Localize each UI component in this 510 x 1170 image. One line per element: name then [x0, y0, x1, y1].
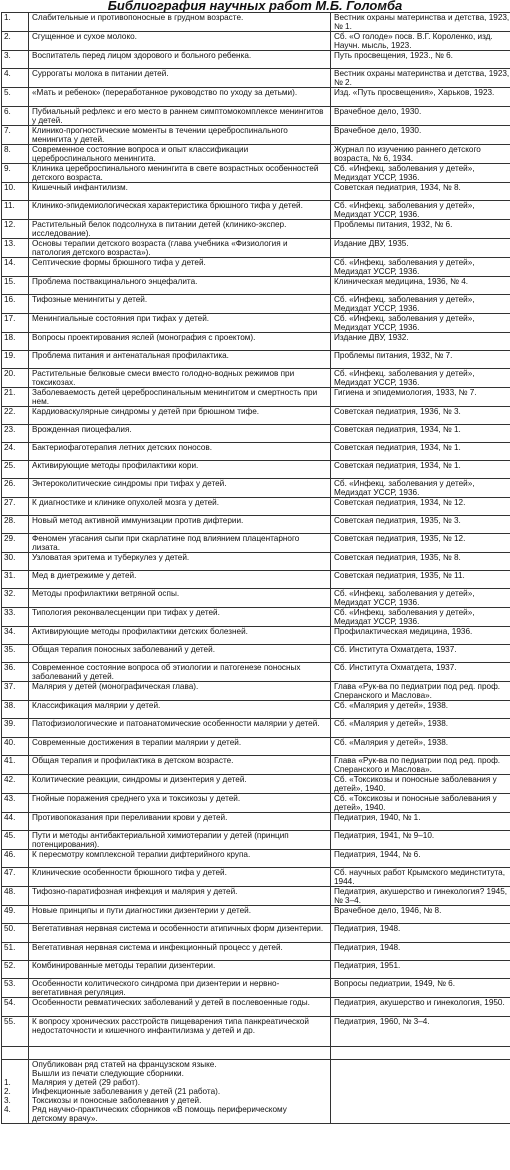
entry-title: Активирующие методы профилактики детских болезней. — [29, 627, 331, 645]
entry-source: Педиатрия, 1944, № 6. — [331, 850, 510, 868]
entry-source: Сб. «О голоде» посв. В.Г. Короленко, изд. Научн. мысль, 1923. — [331, 32, 510, 51]
bibliography-row — [2, 516, 510, 534]
bibliography-row — [2, 388, 510, 407]
entry-title: К диагностике и клинике опухолей мозга у детей. — [29, 498, 331, 516]
entry-title: Современные достижения в терапии малярии у детей. — [29, 738, 331, 756]
entry-title: Вегетативная нервная система и инфекционный процесс у детей. — [29, 943, 331, 961]
bibliography-row — [2, 608, 510, 627]
entry-title: Противопоказания при переливании крови у детей. — [29, 813, 331, 831]
entry-source: Сб. «Инфекц. заболевания у детей», Медиздат УССР, 1936. — [331, 164, 510, 183]
entry-source: Сб. научных работ Крымского мединститута, 1944. — [331, 868, 510, 887]
entry-number: 8. — [2, 145, 29, 164]
entry-title: Тифозно-паратифозная инфекция и малярия у детей. — [29, 887, 331, 906]
entry-title: Классификация малярии у детей. — [29, 701, 331, 719]
entry-number: 54. — [2, 998, 29, 1017]
entry-number: 16. — [2, 295, 29, 314]
bibliography-row — [2, 775, 510, 794]
entry-title: Узловатая эритема и туберкулез у детей. — [29, 553, 331, 571]
entry-number: 31. — [2, 571, 29, 589]
bibliography-row — [2, 443, 510, 461]
entry-title: Растительные белковые смеси вместо голодно-водных режимов при токсикозах. — [29, 369, 331, 388]
bibliography-row — [2, 719, 510, 738]
entry-number: 11. — [2, 201, 29, 220]
entry-number: 3. — [2, 51, 29, 69]
entry-source: Профилактическая медицина, 1936. — [331, 627, 510, 645]
entry-number: 34. — [2, 627, 29, 645]
entry-title: Слабительные и противопоносные в грудном возрасте. — [29, 13, 331, 32]
entry-title: Современное состояние вопроса об этиологии и патогенезе поносных заболеваний у детей. — [29, 663, 331, 682]
entry-source: Советская педиатрия, 1934, № 12. — [331, 498, 510, 516]
entry-title: Комбинированные методы терапии дизентерии. — [29, 961, 331, 979]
bibliography-row — [2, 906, 510, 924]
entry-source: Советская педиатрия, 1934, № 1. — [331, 425, 510, 443]
entry-source: Вестник охраны материнства и детства, 1923, № 1. — [331, 13, 510, 32]
entry-title: «Мать и ребенок» (переработанное руководство по уходу за детьми). — [29, 88, 331, 107]
entry-source: Вопросы педиатрии, 1949, № 6. — [331, 979, 510, 998]
entry-source: Сб. «Токсикозы и поносные заболевания у детей», 1940. — [331, 775, 510, 794]
bibliography-row — [2, 479, 510, 498]
entry-number: 55. — [2, 1017, 29, 1047]
entry-title: Кардиоваскулярные синдромы у детей при брюшном тифе. — [29, 407, 331, 425]
entry-number: 33. — [2, 608, 29, 627]
entry-number: 39. — [2, 719, 29, 738]
entry-title: Вопросы проектирования яслей (монография с проектом). — [29, 333, 331, 351]
bibliography-row — [2, 69, 510, 88]
bibliography-row — [2, 407, 510, 425]
entry-title: Суррогаты молока в питании детей. — [29, 69, 331, 88]
entry-title: Типология реконвалесценции при тифах у детей. — [29, 608, 331, 627]
entry-number: 50. — [2, 924, 29, 943]
entry-source: Сб. «Инфекц. заболевания у детей», Медиздат УССР, 1936. — [331, 258, 510, 277]
entry-number: 32. — [2, 589, 29, 608]
entry-number: 20. — [2, 369, 29, 388]
empty-cell — [2, 1047, 29, 1060]
entry-title: Колитические реакции, синдромы и дизентерия у детей. — [29, 775, 331, 794]
entry-source: Врачебное дело, 1930. — [331, 126, 510, 145]
entry-title: Энтероколитические синдромы при тифах у детей. — [29, 479, 331, 498]
document-title: Библиография научных работ М.Б. Голомба — [107, 0, 403, 12]
entry-title: Новые принципы и пути диагностики дизентерии у детей. — [29, 906, 331, 924]
bibliography-row — [2, 369, 510, 388]
entry-source: Сб. «Инфекц. заболевания у детей», Медиздат УССР, 1936. — [331, 479, 510, 498]
entry-title: Гнойные поражения среднего уха и токсикозы у детей. — [29, 794, 331, 813]
bibliography-row — [2, 831, 510, 850]
bibliography-row — [2, 314, 510, 333]
entry-source: Путь просвещения, 1923., № 6. — [331, 51, 510, 69]
bibliography-row — [2, 998, 510, 1017]
empty-cell — [29, 1047, 331, 1060]
bibliography-row — [2, 351, 510, 369]
entry-source: Советская педиатрия, 1935, № 3. — [331, 516, 510, 534]
entry-title: Особенности ревматических заболеваний у детей в послевоенные годы. — [29, 998, 331, 1017]
entry-title: Малярия у детей (монографическая глава). — [29, 682, 331, 701]
entry-number: 9. — [2, 164, 29, 183]
entry-number: 24. — [2, 443, 29, 461]
entry-number: 51. — [2, 943, 29, 961]
bibliography-row — [2, 32, 510, 51]
entry-title: Новый метод активной иммунизации против дифтерии. — [29, 516, 331, 534]
entry-number: 2. — [2, 32, 29, 51]
bibliography-row — [2, 627, 510, 645]
entry-source: Глава «Рук-ва по педиатрии под ред. проф. Сперанского и Маслова». — [331, 682, 510, 701]
bibliography-table — [1, 12, 510, 1124]
entry-source: Врачебное дело, 1930. — [331, 107, 510, 126]
entry-source: Советская педиатрия, 1934, № 1. — [331, 461, 510, 479]
bibliography-row — [2, 943, 510, 961]
entry-title: Проблема поствакцинального энцефалита. — [29, 277, 331, 295]
bibliography-row — [2, 979, 510, 998]
entry-number: 22. — [2, 407, 29, 425]
entry-title: Методы профилактики ветряной оспы. — [29, 589, 331, 608]
entry-number: 25. — [2, 461, 29, 479]
bibliography-row — [2, 794, 510, 813]
bibliography-row — [2, 498, 510, 516]
empty-cell — [331, 1047, 510, 1060]
entry-title: Патофизиологические и патоанатомические особенности малярии у детей. — [29, 719, 331, 738]
bibliography-row — [2, 924, 510, 943]
entry-source: Педиатрия, 1960, № 3–4. — [331, 1017, 510, 1047]
entry-title: Феномен угасания сыпи при скарлатине под влиянием плацентарного лизата. — [29, 534, 331, 553]
entry-title: Общая терапия поносных заболеваний у детей. — [29, 645, 331, 663]
bibliography-row — [2, 277, 510, 295]
entry-source: Врачебное дело, 1946, № 8. — [331, 906, 510, 924]
entry-number: 41. — [2, 756, 29, 775]
bibliography-row — [2, 145, 510, 164]
entry-source: Сб. «Инфекц. заболевания у детей», Медиздат УССР, 1936. — [331, 295, 510, 314]
entry-source: Сб. «Инфекц. заболевания у детей», Медиздат УССР, 1936. — [331, 201, 510, 220]
bibliography-row — [2, 961, 510, 979]
entry-number: 37. — [2, 682, 29, 701]
entry-title: Растительный белок подсолнуха в питании детей (клинико-экспер. исследование). — [29, 220, 331, 239]
entry-title: К пересмотру комплексной терапии дифтерийного крупа. — [29, 850, 331, 868]
entry-title: Заболеваемость детей цереброспинальным менингитом и смертность при нем. — [29, 388, 331, 407]
entry-title: Клинико-прогностические моменты в течении цереброспинального менингита у детей. — [29, 126, 331, 145]
entry-number: 7. — [2, 126, 29, 145]
entry-number: 26. — [2, 479, 29, 498]
entry-number: 6. — [2, 107, 29, 126]
entry-source: Сб. «Малярия у детей», 1938. — [331, 701, 510, 719]
bibliography-row — [2, 239, 510, 258]
entry-number: 21. — [2, 388, 29, 407]
entry-source: Гигиена и эпидемиология, 1933, № 7. — [331, 388, 510, 407]
separator-row — [2, 1047, 510, 1060]
entry-source: Педиатрия, 1951. — [331, 961, 510, 979]
entry-source: Сб. Института Охматдета, 1937. — [331, 663, 510, 682]
bibliography-row — [2, 333, 510, 351]
entry-title: Клинические особенности брюшного тифа у детей. — [29, 868, 331, 887]
entry-number: 13. — [2, 239, 29, 258]
entry-number: 40. — [2, 738, 29, 756]
entry-number: 18. — [2, 333, 29, 351]
entry-title: Пубиальный рефлекс и его место в раннем симптомокомплексе менингитов у детей. — [29, 107, 331, 126]
entry-title: Особенности колитического синдрома при дизентерии и нервно-вегетативная регуляция. — [29, 979, 331, 998]
entry-number: 29. — [2, 534, 29, 553]
bibliography-row — [2, 571, 510, 589]
bibliography-row — [2, 756, 510, 775]
entry-source: Проблемы питания, 1932, № 7. — [331, 351, 510, 369]
entry-number: 10. — [2, 183, 29, 201]
bibliography-row — [2, 589, 510, 608]
entry-source: Педиатрия, 1948. — [331, 924, 510, 943]
entry-source: Изд. «Путь просвещения», Харьков, 1923. — [331, 88, 510, 107]
entry-title: Клиника цереброспинального менингита в свете возрастных особенностей детского возраста. — [29, 164, 331, 183]
entry-number: 15. — [2, 277, 29, 295]
bibliography-row — [2, 220, 510, 239]
bibliography-table-body — [2, 13, 510, 1124]
entry-source: Вестник охраны материнства и детства, 1923, № 2. — [331, 69, 510, 88]
bibliography-row — [2, 107, 510, 126]
entry-title: Вегетативная нервная система и особенности атипичных форм дизентерии. — [29, 924, 331, 943]
empty-cell — [331, 1060, 510, 1124]
entry-source: Педиатрия, 1940, № 1. — [331, 813, 510, 831]
entry-source: Сб. «Инфекц. заболевания у детей», Медиздат УССР, 1936. — [331, 608, 510, 627]
entry-source: Проблемы питания, 1932, № 6. — [331, 220, 510, 239]
bibliography-row — [2, 663, 510, 682]
bibliography-row — [2, 850, 510, 868]
entry-title: Общая терапия и профилактика в детском возрасте. — [29, 756, 331, 775]
entry-source: Советская педиатрия, 1935, № 12. — [331, 534, 510, 553]
entry-source: Сб. «Инфекц. заболевания у детей», Медиздат УССР, 1936. — [331, 314, 510, 333]
entry-title: Пути и методы антибактериальной химиотерапии у детей (принцип потенцирования). — [29, 831, 331, 850]
bibliography-row — [2, 887, 510, 906]
entry-number: 36. — [2, 663, 29, 682]
bibliography-row — [2, 1017, 510, 1047]
bibliography-row — [2, 258, 510, 277]
entry-number: 49. — [2, 906, 29, 924]
entry-source: Сб. «Малярия у детей», 1938. — [331, 719, 510, 738]
entry-source: Педиатрия, 1948. — [331, 943, 510, 961]
entry-number: 4. — [2, 69, 29, 88]
footer-notes: Опубликован ряд статей на французском языке. Вышли из печати следующие сборники. Малярия у детей (29 работ). Инфекционные заболевания у детей (21 работа). Токсикозы и поносные заболевания у детей. Ряд научно-практических сборников «В помощь периферическому детскому врачу». — [29, 1060, 331, 1124]
entry-title: Основы терапии детского возраста (глава учебника «Физиология и патология детского возраста»). — [29, 239, 331, 258]
bibliography-row — [2, 88, 510, 107]
entry-number: 45. — [2, 831, 29, 850]
bibliography-row — [2, 425, 510, 443]
entry-source: Советская педиатрия, 1934, № 1. — [331, 443, 510, 461]
entry-title: Активирующие методы профилактики кори. — [29, 461, 331, 479]
entry-title: Менингиальные состояния при тифах у детей. — [29, 314, 331, 333]
entry-number: 43. — [2, 794, 29, 813]
entry-title: Клинико-эпидемиологическая характеристика брюшного тифа у детей. — [29, 201, 331, 220]
bibliography-row — [2, 13, 510, 32]
bibliography-row — [2, 868, 510, 887]
entry-source: Издание ДВУ, 1935. — [331, 239, 510, 258]
entry-number: 1. — [2, 13, 29, 32]
entry-source: Советская педиатрия, 1935, № 8. — [331, 553, 510, 571]
entry-source: Педиатрия, акушерство и гинекология? 1945, № 3–4. — [331, 887, 510, 906]
entry-title: Современное состояние вопроса и опыт классификации цереброспинального менингита. — [29, 145, 331, 164]
bibliography-row — [2, 553, 510, 571]
entry-title: Кишечный инфантилизм. — [29, 183, 331, 201]
entry-source: Сб. Института Охматдета, 1937. — [331, 645, 510, 663]
entry-source: Педиатрия, акушерство и гинекология, 1950. — [331, 998, 510, 1017]
bibliography-row — [2, 295, 510, 314]
footer-row — [2, 1060, 510, 1124]
entry-title: Тифозные менингиты у детей. — [29, 295, 331, 314]
entry-number: 17. — [2, 314, 29, 333]
entry-title: Мед в диетрежиме у детей. — [29, 571, 331, 589]
bibliography-row — [2, 813, 510, 831]
entry-number: 12. — [2, 220, 29, 239]
entry-number: 28. — [2, 516, 29, 534]
entry-number: 27. — [2, 498, 29, 516]
entry-number: 44. — [2, 813, 29, 831]
entry-title: К вопросу хронических расстройств пищеварения типа панкреатической недостаточности и кишечного инфантилизма у детей и др. — [29, 1017, 331, 1047]
entry-number: 14. — [2, 258, 29, 277]
entry-number: 42. — [2, 775, 29, 794]
entry-number: 52. — [2, 961, 29, 979]
entry-source: Издание ДВУ, 1932. — [331, 333, 510, 351]
entry-title: Бактериофаготерапия летних детских поносов. — [29, 443, 331, 461]
bibliography-row — [2, 183, 510, 201]
entry-number: 19. — [2, 351, 29, 369]
entry-number: 53. — [2, 979, 29, 998]
entry-title: Сгущенное и сухое молоко. — [29, 32, 331, 51]
bibliography-row — [2, 201, 510, 220]
entry-source: Сб. «Инфекц. заболевания у детей», Медиздат УССР, 1936. — [331, 589, 510, 608]
entry-source: Педиатрия, 1941, № 9–10. — [331, 831, 510, 850]
bibliography-row — [2, 534, 510, 553]
entry-source: Советская педиатрия, 1936, № 3. — [331, 407, 510, 425]
entry-source: Сб. «Токсикозы и поносные заболевания у детей», 1940. — [331, 794, 510, 813]
entry-number: 23. — [2, 425, 29, 443]
entry-source: Глава «Рук-ва по педиатрии под ред. проф. Сперанского и Маслова». — [331, 756, 510, 775]
bibliography-row — [2, 461, 510, 479]
bibliography-row — [2, 51, 510, 69]
entry-source: Советская педиатрия, 1935, № 11. — [331, 571, 510, 589]
entry-source: Советская педиатрия, 1934, № 8. — [331, 183, 510, 201]
entry-number: 35. — [2, 645, 29, 663]
entry-title: Воспитатель перед лицом здорового и больного ребенка. — [29, 51, 331, 69]
entry-number: 48. — [2, 887, 29, 906]
entry-source: Сб. «Инфекц. заболевания у детей», Медиздат УССР, 1936. — [331, 369, 510, 388]
entry-number: 46. — [2, 850, 29, 868]
bibliography-row — [2, 682, 510, 701]
entry-source: Клиническая медицина, 1936, № 4. — [331, 277, 510, 295]
bibliography-row — [2, 164, 510, 183]
entry-title: Септические формы брюшного тифа у детей. — [29, 258, 331, 277]
bibliography-row — [2, 701, 510, 719]
entry-source: Сб. «Малярия у детей», 1938. — [331, 738, 510, 756]
entry-number: 5. — [2, 88, 29, 107]
footer-numbers: 1. 2. 3. 4. — [2, 1060, 29, 1124]
bibliography-row — [2, 126, 510, 145]
entry-title: Проблема питания и антенатальная профилактика. — [29, 351, 331, 369]
entry-number: 47. — [2, 868, 29, 887]
entry-title: Врожденная пиоцефалия. — [29, 425, 331, 443]
entry-number: 30. — [2, 553, 29, 571]
entry-number: 38. — [2, 701, 29, 719]
entry-source: Журнал по изучению раннего детского возраста, № 6, 1934. — [331, 145, 510, 164]
bibliography-row — [2, 645, 510, 663]
bibliography-row — [2, 738, 510, 756]
